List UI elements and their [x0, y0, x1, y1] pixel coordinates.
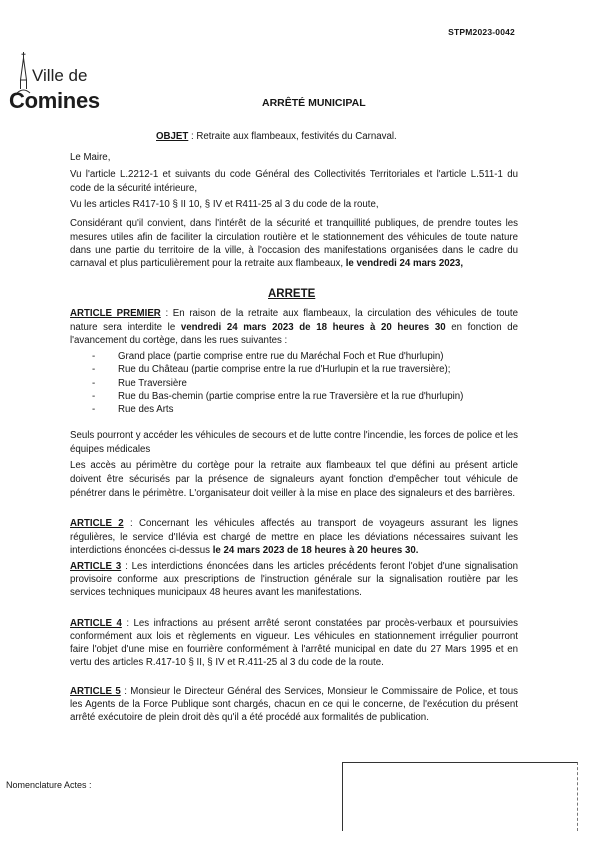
- article-1-text-b: en fonction de l'avancement du cortège, dans les rues suivantes :: [70, 321, 518, 346]
- article-1-label: ARTICLE PREMIER: [70, 308, 161, 320]
- article-2-date: le 24 mars 2023 de 18 heures à 20 heures 30.: [212, 544, 419, 556]
- list-item: - Rue Traversière: [92, 377, 532, 390]
- considerant-date: le vendredi 24 mars 2023,: [345, 258, 464, 269]
- page-title: ARRÊTÉ MUNICIPAL: [262, 97, 366, 109]
- maire-line: Le Maire,: [70, 152, 111, 164]
- article-4-text: : Les infractions au présent arrêté seront constatées par procès-verbaux et poursuivies conformément aux lois et règlements en vigueur. Les véhicules en stationnement irrégulier pourront faire l'objet d'une mise en fourrière conformément à l'arrêté municipal en date du 27 Mars 1995 et en vertu des articles R.417-10 § II, § IV et R.411-25 al 3 du code de la route.: [70, 618, 518, 669]
- article-5-paragraph: [70, 685, 518, 724]
- objet-text: : Retraite aux flambeaux, festivités du Carnaval.: [188, 131, 397, 142]
- objet-label: OBJET: [156, 131, 189, 142]
- article-2-label: ARTICLE 2: [70, 518, 124, 530]
- considerant-text: Considérant qu'il convient, dans l'intérêt de la sécurité et tranquillité publiques, de prendre toutes les mesures utiles afin de faciliter la circulation routière et le stationnement des véhicules de toute nature dans une partie du territoire de la ville, à l'occasion des manifestations organisées dans le cadre du carnaval et plus particulièrement pour la retraite aux flambeaux,: [70, 218, 518, 269]
- logo-text-ville-de: Ville de: [32, 66, 88, 85]
- article-1-access-paragraph: Seuls pourront y accéder les véhicules de secours et de lutte contre l'incendie, les forces de police et les équipes médicales: [70, 430, 518, 455]
- list-item: - Rue du Château (partie comprise entre la rue d'Hurlupin et la rue traversière);: [92, 363, 532, 376]
- article-3-label: ARTICLE 3: [70, 561, 122, 573]
- article-3-text: : Les interdictions énoncées dans les articles précédents feront l'objet d'une signalisation provisoire conforme aux prescriptions de l'instruction générale sur la signalisation routière par les services techniques municipaux 48 heures avant les manifestations.: [70, 561, 518, 599]
- reference-number: STPM2023-0042: [448, 27, 515, 37]
- article-3-paragraph: [70, 560, 518, 599]
- article-1-date: vendredi 24 mars 2023 de 18 heures à 20 heures 30: [180, 321, 446, 333]
- list-item: - Grand place (partie comprise entre rue du Maréchal Foch et Rue d'hurlupin): [92, 350, 532, 363]
- article-5-text: : Monsieur le Directeur Général des Services, Monsieur le Commissaire de Police, et tous les Agents de la Force Publique sont chargés, chacun en ce qui le concerne, de l'exécution du présent arrêté exécutoire de plein droit dès qu'il a été procédé aux formalités de publication.: [70, 686, 518, 724]
- article-1-security-paragraph: Les accès au périmètre du cortège pour la retraite aux flambeaux tel que défini au présent article doivent être sécurisés par la présence de signaleurs ayant fonction d'empêcher tout véhicule de pénétrer dans le périmètre. L'organisateur doit veiller à la mise en place des signaleurs et des barrières.: [70, 460, 518, 499]
- article-5-label: ARTICLE 5: [70, 686, 121, 698]
- logo-text-comines: Comines: [9, 88, 100, 113]
- list-item: - Rue du Bas-chemin (partie comprise entre la rue Traversière et la rue d'hurlupin): [92, 390, 532, 403]
- objet-line: [156, 131, 397, 142]
- decision-heading: ARRETE: [268, 288, 316, 300]
- vu-paragraph-2: Vu les articles R417-10 § II 10, § IV et R411-25 al 3 du code de la route,: [70, 199, 379, 211]
- article-4-paragraph: [70, 617, 518, 669]
- article-4-label: ARTICLE 4: [70, 618, 122, 630]
- nomenclature-label: Nomenclature Actes :: [6, 780, 92, 790]
- street-list: [92, 350, 532, 416]
- signature-box: [342, 762, 578, 831]
- list-item: - Rue des Arts: [92, 403, 532, 416]
- article-2-paragraph: [70, 517, 518, 557]
- article-2-text: : Concernant les véhicules affectés au transport de voyageurs assurant les lignes régulières, le service d'Ilévia est chargé de mettre en place les déviations nécessaires suivant les interdictions énoncées ci-dessus: [70, 518, 518, 556]
- article-1-paragraph: [70, 307, 518, 347]
- vu-paragraph-1: Vu l'article L.2212-1 et suivants du code Général des Collectivités Territoriales et l'article L.511-1 du code de la sécurité intérieure,: [70, 169, 518, 194]
- article-1-text-a: : En raison de la retraite aux flambeaux, la circulation des véhicules de toute nature sera interdite le: [70, 308, 518, 333]
- considerant-paragraph: [70, 217, 518, 270]
